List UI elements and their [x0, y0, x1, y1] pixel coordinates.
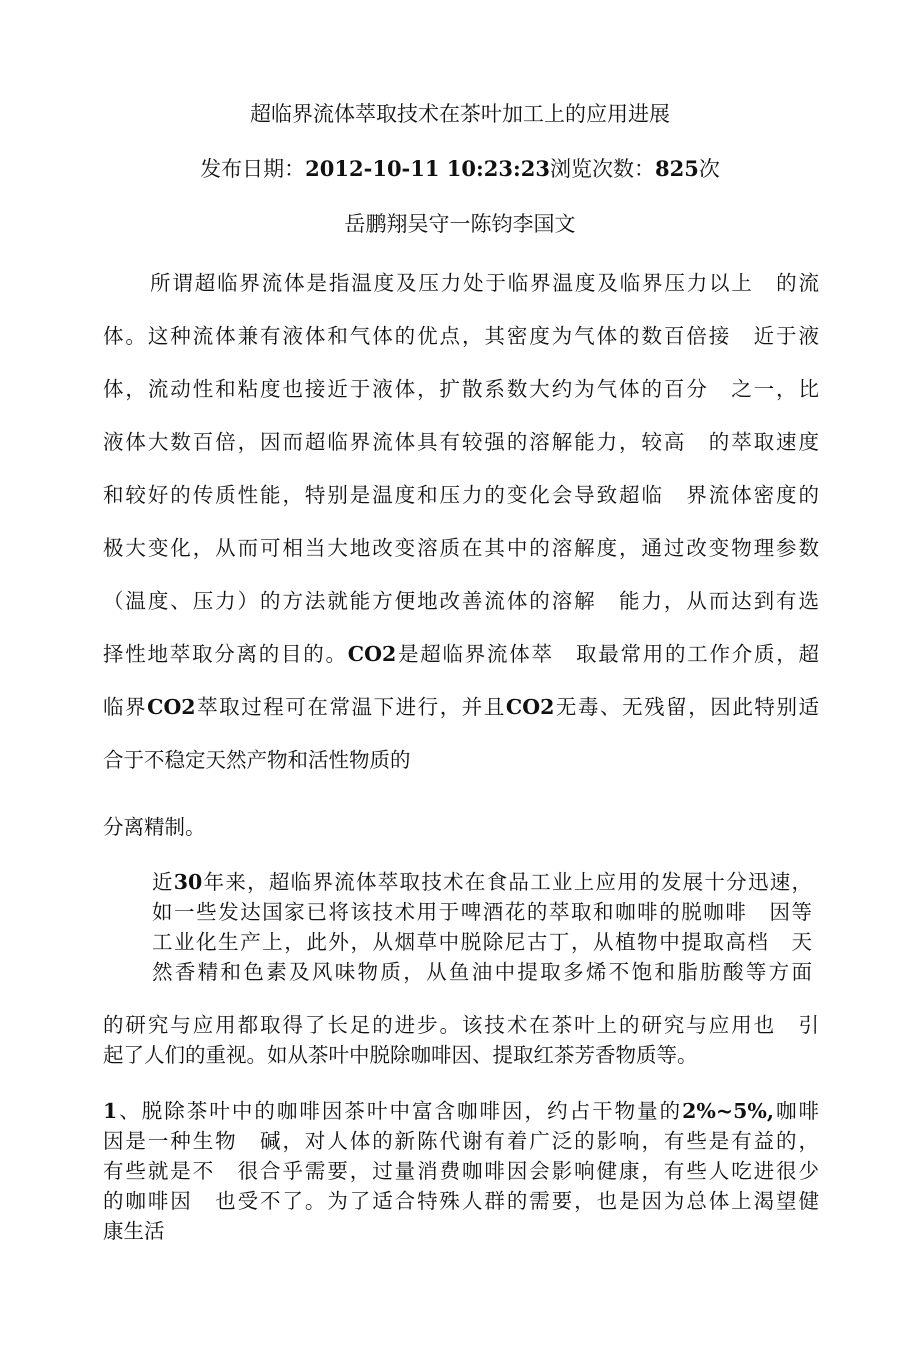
para2-text: 近	[152, 870, 174, 894]
date-label: 发布日期：	[200, 157, 306, 181]
para1-text: 临界	[103, 695, 148, 719]
co2-term: CO2	[347, 642, 397, 666]
article-title: 超临界流体萃取技术在茶叶加工上的应用进展	[250, 102, 670, 126]
para2-text: 年来，超临界流体萃取技术在食品工业上应用的发展十分迅速，	[202, 870, 813, 894]
para1-line: （温度、压力）的方法就能方便地改善流体的溶解 能力，从而达到有选	[103, 589, 819, 613]
para1-text: 无毒、无残留，因此特别适	[554, 695, 820, 719]
para2-line: 起了人们的重视。如从茶叶中脱除咖啡因、提取红茶芳香物质等。	[103, 1043, 698, 1067]
para1-line	[103, 637, 819, 667]
para2-line: 如一些发达国家已将该技术用于啤酒花的萃取和咖啡的脱咖啡 因等	[152, 900, 812, 924]
para2-line: 然香精和色素及风味物质，从鱼油中提取多烯不饱和脂肪酸等方面	[152, 960, 812, 984]
views-unit: 次	[698, 157, 720, 181]
para1-text: 是超临界流体萃 取最常用的工作介质，超	[396, 642, 820, 666]
para1-line	[103, 690, 819, 720]
section1-line: 有些就是不 很合乎需要，过量消费咖啡因会影响健康，有些人吃进很少	[103, 1159, 819, 1183]
section1-text: 、脱除茶叶中的咖啡因茶叶中富含咖啡因，约占干物量的	[117, 1099, 683, 1123]
caffeine-percent: 2%~5%,	[682, 1099, 774, 1123]
views-value: 825	[654, 156, 699, 181]
para1-line: 体。这种流体兼有液体和气体的优点，其密度为气体的数百倍接 近于液	[103, 324, 819, 348]
para1-line: 液体大数百倍，因而超临界流体具有较强的溶解能力，较高 的萃取速度	[103, 430, 819, 454]
section1-line	[103, 1094, 819, 1124]
para1-line: 合于不稳定天然产物和活性物质的	[103, 748, 411, 772]
co2-term: CO2	[505, 695, 555, 719]
para1-line: 分离精制。	[103, 815, 206, 839]
co2-term: CO2	[147, 695, 196, 719]
section1-text: 咖啡	[773, 1099, 819, 1123]
para2-line	[152, 865, 812, 895]
para1-line: 极大变化，从而可相当大地改变溶质在其中的溶解度，通过改变物理参数	[103, 536, 819, 560]
para1-line: 和较好的传质性能，特别是温度和压力的变化会导致超临 界流体密度的	[103, 483, 819, 507]
para1-line: 所谓超临界流体是指温度及压力处于临界温度及临界压力以上 的流	[150, 271, 819, 295]
para2-line: 的研究与应用都取得了长足的进步。该技术在茶叶上的研究与应用也 引	[103, 1013, 819, 1037]
para1-line: 体，流动性和粘度也接近于液体，扩散系数大约为气体的百分 之一，比	[103, 377, 819, 401]
para1-text: 萃取过程可在常温下进行，并且	[195, 695, 506, 719]
section-number: 1	[103, 1099, 118, 1123]
date-value: 2012-10-11 10:23:23	[305, 156, 550, 181]
section1-line: 因是一种生物 碱，对人体的新陈代谢有着广泛的影响，有些是有益的，	[103, 1129, 819, 1153]
para1-text: 择性地萃取分离的目的。	[103, 642, 348, 666]
para2-line: 工业化生产上，此外，从烟草中脱除尼古丁，从植物中提取高档 天	[152, 930, 812, 954]
years-number: 30	[173, 870, 203, 894]
views-label: 浏览次数：	[549, 157, 655, 181]
article-authors: 岳鹏翔吴守一陈钧李国文	[344, 212, 576, 236]
section1-line: 的咖啡因 也受不了。为了适合特殊人群的需要，也是因为总体上渴望健	[103, 1189, 819, 1213]
section1-line: 康生活	[103, 1219, 165, 1243]
article-meta	[0, 153, 920, 183]
